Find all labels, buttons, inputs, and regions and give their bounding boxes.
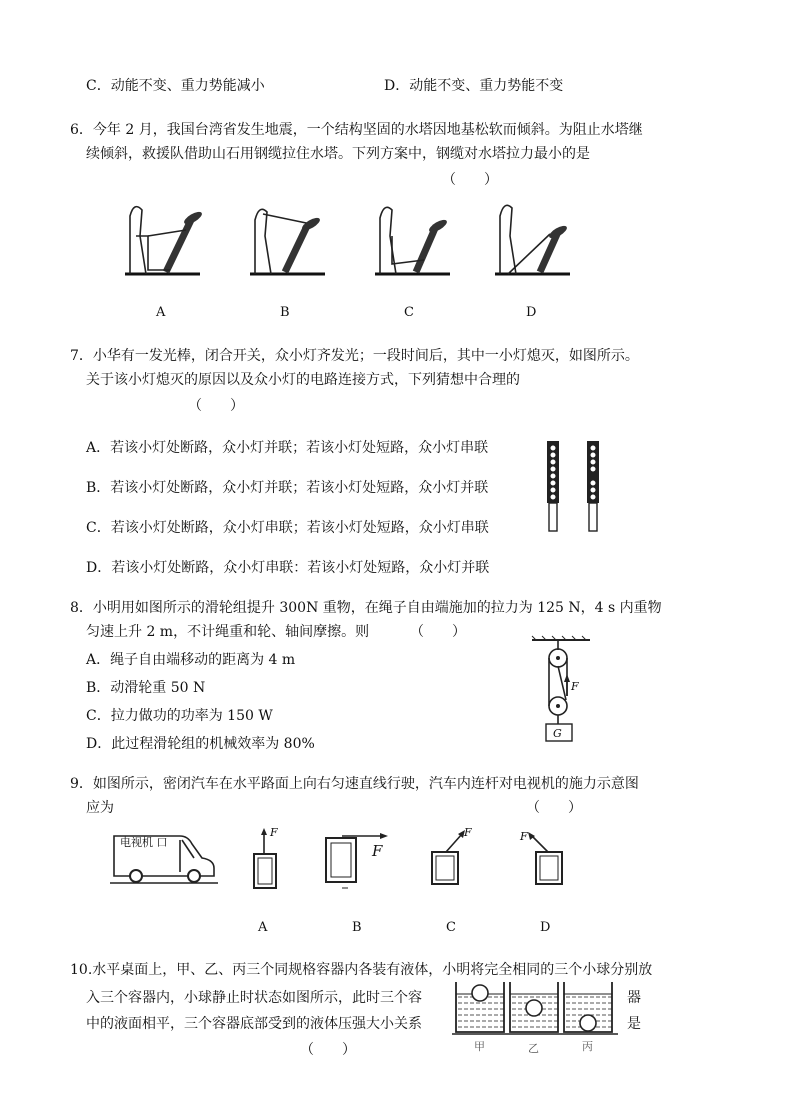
q8-stem-line2: 匀速上升 2 m，不计绳重和轮、轴间摩擦。则 [86, 624, 370, 640]
q10-stem-line2a: 入三个容器内，小球静止时状态如图所示，此时三个容 [86, 990, 422, 1006]
q6-figure-b [245, 196, 330, 281]
q6-answer-paren: （ ） [442, 172, 498, 188]
q7-stem-line2: 关于该小灯熄灭的原因以及众小灯的电路连接方式，下列猜想中合理的 [86, 372, 520, 388]
q6-label-b: B [280, 305, 290, 320]
q6-figure-c [370, 196, 455, 281]
q9-label-a: A [258, 920, 268, 935]
q10-stem-line3a: 中的液面相平，三个容器底部受到的液体压强大小关系 [86, 1016, 422, 1032]
q9-van-text: 电视机 口 [120, 836, 168, 849]
q7-glow-sticks-figure [540, 436, 610, 536]
q9-stem-line1: 9．如图所示，密闭汽车在水平路面上向右匀速直线行驶，汽车内连杆对电视机的施力示意图 [70, 776, 639, 792]
q7-option-d: D．若该小灯处断路，众小灯串联：若该小灯处短路，众小灯并联 [86, 560, 490, 576]
q7-stem-line1: 7．小华有一发光棒，闭合开关，众小灯齐发光；一段时间后，其中一小灯熄灭，如图所示。 [70, 348, 639, 364]
q9-force-label-d: F [520, 830, 528, 843]
q8-option-d: D．此过程滑轮组的机械效率为 80% [86, 736, 315, 752]
q8-option-b: B．动滑轮重 50 N [86, 680, 206, 696]
q7-option-a: A．若该小灯处断路，众小灯并联；若该小灯处短路，众小灯串联 [86, 440, 489, 456]
q7-answer-paren: （ ） [188, 398, 244, 414]
q9-force-label-c: F [464, 826, 472, 839]
q9-label-c: C [446, 920, 456, 935]
q9-label-d: D [540, 920, 551, 935]
q8-weight-label: G [553, 727, 562, 740]
q10-container-label-bing: 丙 [582, 1040, 593, 1053]
q10-container-label-yi: 乙 [528, 1042, 539, 1055]
q6-figure-a [120, 196, 205, 281]
q5-option-d: D．动能不变、重力势能不变 [384, 78, 564, 94]
q6-figure-d [490, 196, 575, 281]
q6-stem-line2: 续倾斜，救援队借助山石用钢缆拉住水塔。下列方案中，钢缆对水塔拉力最小的是 [86, 146, 590, 162]
q10-answer-paren: （ ） [300, 1042, 356, 1058]
q6-label-d: D [526, 305, 537, 320]
q9-label-b: B [352, 920, 362, 935]
q8-stem-line1: 8．小明用如图所示的滑轮组提升 300N 重物，在绳子自由端施加的拉力为 125 N，4 s 内重物 [70, 600, 662, 616]
q10-stem-line3b: 是 [627, 1016, 641, 1032]
q8-option-a: A．绳子自由端移动的距离为 4 m [86, 652, 296, 668]
q6-label-c: C [404, 305, 414, 320]
q10-container-label-jia: 甲 [474, 1040, 485, 1053]
q10-stem-line2b: 器 [627, 990, 641, 1006]
q9-force-label-a: F [270, 826, 278, 839]
q9-figure-b [322, 832, 398, 892]
q6-label-a: A [156, 305, 166, 320]
q7-option-c: C．若该小灯处断路，众小灯串联；若该小灯处短路，众小灯串联 [86, 520, 489, 536]
q8-force-label: F [571, 680, 579, 693]
q5-option-c: C．动能不变、重力势能减小 [86, 78, 265, 94]
q9-force-label-b: F [372, 842, 383, 860]
q10-containers-figure [452, 976, 622, 1038]
q9-answer-paren: （ ） [526, 800, 582, 816]
q6-stem-line1: 6．今年 2 月，我国台湾省发生地震，一个结构坚固的水塔因地基松软而倾斜。为阻止水塔继 [70, 122, 643, 138]
q8-option-c: C．拉力做功的功率为 150 W [86, 708, 273, 724]
q8-pulley-figure [530, 636, 600, 748]
q7-option-b: B．若该小灯处断路，众小灯并联；若该小灯处短路，众小灯并联 [86, 480, 489, 496]
q8-answer-paren: （ ） [410, 624, 466, 640]
q10-stem-line1: 10.水平桌面上，甲、乙、丙三个同规格容器内各装有液体，小明将完全相同的三个小球分别放 [70, 962, 653, 978]
q9-stem-line2: 应为 [86, 800, 114, 816]
